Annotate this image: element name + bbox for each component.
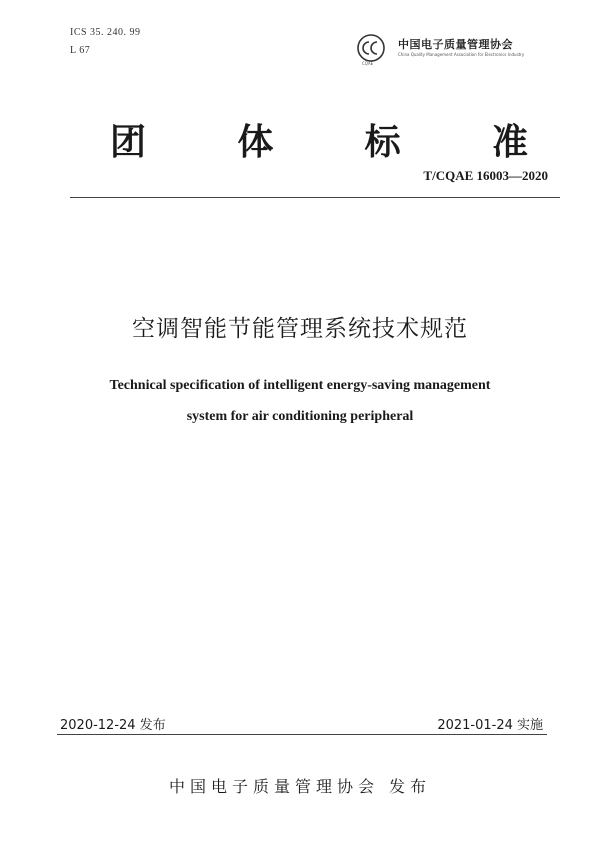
heading-char: 准 [491, 122, 530, 163]
cqae-logo-icon [356, 33, 386, 63]
classification-code: L 67 [70, 45, 91, 56]
heading-char: 标 [364, 122, 403, 163]
heading-char: 体 [237, 122, 276, 163]
heading-char: 团 [110, 122, 149, 163]
english-title-line-2: system for air conditioning peripheral [186, 409, 414, 424]
chinese-title: 空调智能节能管理系统技术规范 [132, 316, 468, 342]
top-divider [70, 197, 560, 198]
english-title-line-1: Technical specification of intelligent energy-saving management [109, 378, 491, 393]
logo-organization-name: 中国电子质量管理协会 [398, 38, 513, 51]
issuing-organization: 中国电子质量管理协会 发布 [168, 777, 432, 796]
logo-english-name: China Quality Management Association for Electronics Industry [398, 52, 525, 57]
publish-date: 2020-12-24 发布 [60, 718, 166, 733]
bottom-divider [57, 734, 547, 735]
document-type-heading [110, 114, 530, 164]
implementation-date: 2021-01-24 实施 [437, 718, 543, 733]
standard-number: T/CQAE 16003—2020 [423, 168, 548, 183]
issuer-logo [356, 33, 536, 67]
logo-abbreviation: CQAE [362, 61, 374, 66]
ics-code: ICS 35. 240. 99 [70, 27, 141, 38]
